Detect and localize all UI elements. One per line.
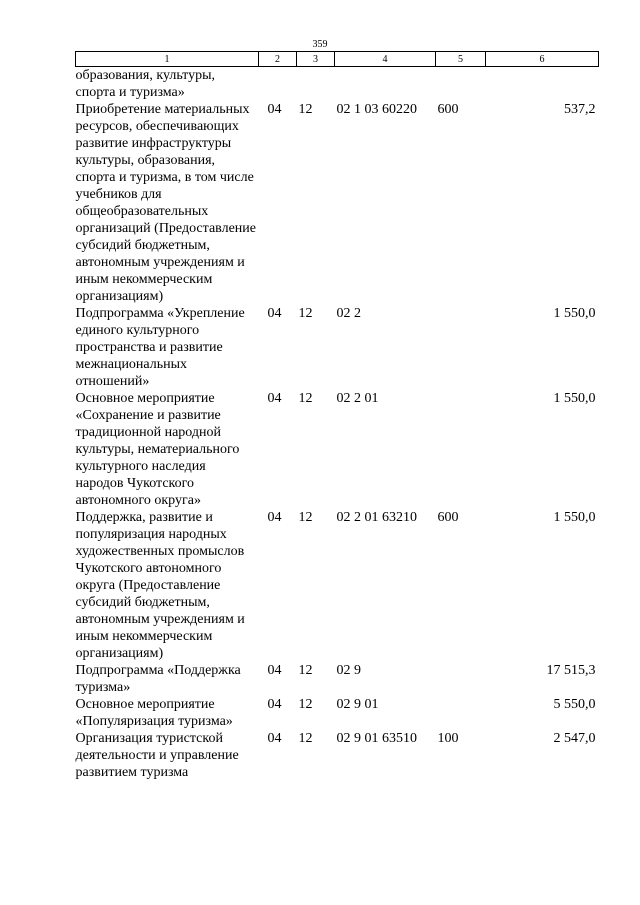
table-row [76,662,599,696]
row-section: 04 [267,391,282,406]
table-body [76,67,599,782]
row-name: Приобретение материальных ресурсов, обеспечивающих развитие инфраструктуры культуры, образования, спорта и туризма, в том числе учебников для общеобразовательных организаций (Предоставление субсидий бюджетным, автономным учреждениям и иным некоммерческим организациям) [75,102,256,304]
row-name: Основное мероприятие «Сохранение и развитие традиционной народной культуры, нематериального культурного наследия народов Чукотского автономного округа» [75,391,240,508]
row-subsection: 12 [298,697,313,712]
header-col-2: 2 [259,52,297,67]
table-row [76,305,599,390]
row-expense-type [436,696,486,730]
header-col-3: 3 [297,52,335,67]
table-row [76,101,599,305]
row-section: 04 [267,102,282,117]
row-amount: 5 550,0 [553,697,596,712]
row-target: 02 9 [336,663,361,678]
row-target: 02 9 01 63510 [336,731,417,746]
row-expense-type: 600 [437,510,459,525]
row-name: Организация туристской деятельности и управление развитием туризма [75,731,239,780]
row-name: Поддержка, развитие и популяризация народных художественных промыслов Чукотского автономного округа (Предоставление субсидий бюджетным, автономным учреждениям и иным некоммерческим организациям) [75,510,245,661]
row-subsection: 12 [298,663,313,678]
row-target: 02 9 01 [336,697,379,712]
row-target: 02 2 01 [336,391,379,406]
row-name: Подпрограмма «Поддержка туризма» [75,663,241,695]
row-amount: 17 515,3 [546,663,596,678]
header-col-1: 1 [76,52,259,67]
row-section: 04 [267,663,282,678]
row-subsection: 12 [298,731,313,746]
row-amount: 2 547,0 [553,731,596,746]
row-amount: 1 550,0 [553,391,596,406]
row-subsection: 12 [298,306,313,321]
table-row [76,67,599,102]
row-amount: 1 550,0 [553,510,596,525]
page-number: 359 [312,39,328,50]
header-row [76,52,599,67]
row-name: Подпрограмма «Укрепление единого культурного пространства и развитие межнациональных отношений» [75,306,245,389]
row-expense-type [436,305,486,390]
row-expense-type [436,390,486,509]
row-amount: 537,2 [564,102,596,117]
row-name: образования, культуры, спорта и туризма» [75,68,216,100]
row-subsection [297,67,335,102]
table-row [76,730,599,781]
row-subsection: 12 [298,102,313,117]
row-section [259,67,297,102]
row-target: 02 1 03 60220 [336,102,417,117]
row-amount: 1 550,0 [553,306,596,321]
row-section: 04 [267,731,282,746]
row-expense-type: 600 [437,102,459,117]
budget-table [75,51,599,781]
table-header [76,52,599,67]
row-name: Основное мероприятие «Популяризация туризма» [75,697,233,729]
row-target: 02 2 [336,306,361,321]
row-expense-type [436,662,486,696]
row-subsection: 12 [298,391,313,406]
row-section: 04 [267,510,282,525]
row-target [335,67,436,102]
header-col-6: 6 [486,52,599,67]
table-row [76,696,599,730]
row-section: 04 [267,306,282,321]
row-amount [486,67,599,102]
table-row [76,509,599,662]
row-subsection: 12 [298,510,313,525]
row-expense-type [436,67,486,102]
header-col-5: 5 [436,52,486,67]
header-col-4: 4 [335,52,436,67]
row-expense-type: 100 [437,731,459,746]
row-section: 04 [267,697,282,712]
row-target: 02 2 01 63210 [336,510,417,525]
table-row [76,390,599,509]
